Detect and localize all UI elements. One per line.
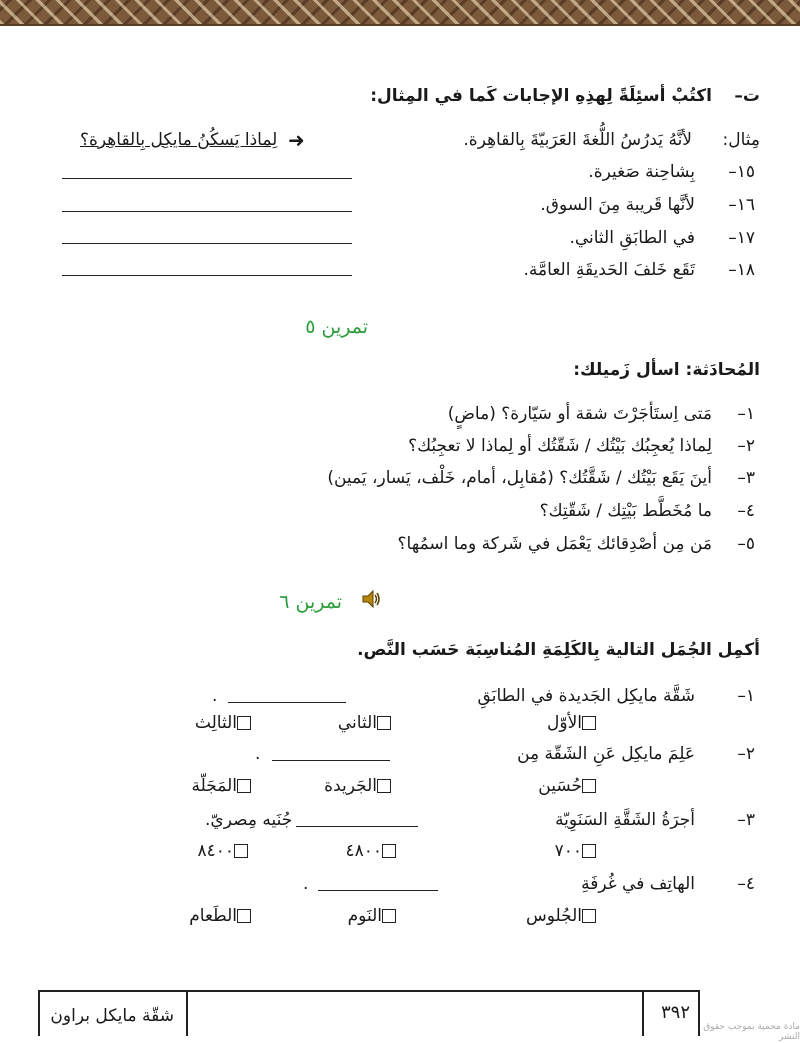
decorative-top-band	[0, 0, 800, 26]
fill-blank-4[interactable]	[318, 890, 438, 891]
fill-text-4: الهاتِف في غُرفَةِ	[581, 874, 695, 894]
item-text-16: لأنَّها قَريبة مِنَ السوق.	[540, 195, 695, 215]
fill-text-2: عَلِمَ مايكِل عَنِ الشَقّة مِن	[517, 744, 695, 764]
example-answer: لأنَّهُ يَدرُسُ اللُّغةَ العَرَبيّةَ بِالقاهِرة.	[463, 130, 692, 150]
item-text-18: تَقَع خَلفَ الحَديقَةِ العامَّة.	[523, 260, 695, 280]
checkbox[interactable]	[237, 779, 251, 793]
exercise6-title: تمرين ٦	[279, 591, 342, 613]
option-4b[interactable]: النَوم	[348, 906, 400, 926]
fill-tail-4: .	[303, 874, 309, 894]
answer-line-18[interactable]	[62, 275, 352, 276]
fill-num-3: ٣–	[737, 810, 755, 830]
option-3b[interactable]: ٤٨٠٠	[345, 841, 400, 861]
fill-text-1: شَقَّة مايكِل الجَديدة في الطابَقِ	[477, 686, 695, 706]
item-text-17: في الطابَقِ الثاني.	[569, 228, 695, 248]
checkbox[interactable]	[582, 716, 596, 730]
fill-num-2: ٢–	[737, 744, 755, 764]
conv-num-1: ١–	[737, 404, 755, 424]
example-question: لِماذا يَسكُنُ مايكِل بِالقاهِرة؟	[80, 130, 278, 150]
checkbox[interactable]	[382, 844, 396, 858]
checkbox[interactable]	[582, 909, 596, 923]
option-4a[interactable]: الجُلوس	[526, 906, 600, 926]
answer-line-16[interactable]	[62, 211, 352, 212]
conv-text-1: مَتى اِستَأجَرْتَ شقة أو سَيّارة؟ (ماضٍ)	[447, 404, 712, 424]
conv-text-4: ما مُخَطَّط بَيْتِك / شَقّتِك؟	[539, 501, 712, 521]
example-label: مِثال:	[722, 130, 760, 150]
checkbox[interactable]	[234, 844, 248, 858]
fill-blank-3[interactable]	[296, 826, 418, 827]
footer-page-tab	[642, 990, 700, 1036]
answer-line-17[interactable]	[62, 243, 352, 244]
fill-tail-1: .	[212, 686, 218, 706]
option-3c[interactable]: ٨٤٠٠	[197, 841, 252, 861]
fill-num-4: ٤–	[737, 874, 755, 894]
fill-tail-2: .	[255, 744, 261, 764]
conv-text-3: أينَ يَقَع بَيْتُك / شَقَّتُك؟ (مُقابِل، أمام، خَلْف، يَسار، يَمين)	[327, 468, 712, 488]
fill-tail-3: جُنَيه مِصريّ.	[205, 810, 293, 830]
item-num-18: ١٨–	[728, 260, 755, 280]
checkbox[interactable]	[382, 909, 396, 923]
option-2c[interactable]: المَجَلّة	[192, 776, 255, 796]
conv-num-5: ٥–	[737, 534, 755, 554]
checkbox[interactable]	[377, 716, 391, 730]
arrow-icon: ➜	[288, 128, 305, 152]
item-num-17: ١٧–	[728, 228, 755, 248]
option-4c[interactable]: الطَعام	[189, 906, 255, 926]
speaker-icon[interactable]	[362, 588, 382, 610]
item-text-15: بِشاحِنة صَغيرة.	[588, 162, 695, 182]
footer-chapter-title: شقّة مايكل براون	[50, 1006, 174, 1026]
exercise-instruction: اكتُبْ أسئِلَةً لِهذِهِ الإجابات كَما في المِثال:	[370, 86, 712, 106]
fill-num-1: ١–	[737, 686, 755, 706]
exercise-letter: ت–	[734, 86, 760, 106]
fill-blank-2[interactable]	[272, 760, 390, 761]
conv-text-2: لِماذا يُعجِبُك بَيْتُك / شَقّتُك أو لِماذا لا تعجِبُك؟	[408, 436, 712, 456]
option-1c[interactable]: الثالِث	[195, 713, 255, 733]
option-3a[interactable]: ٧٠٠	[555, 841, 600, 861]
item-num-15: ١٥–	[728, 162, 755, 182]
option-1b[interactable]: الثاني	[338, 713, 395, 733]
checkbox[interactable]	[582, 844, 596, 858]
footer-chapter-tab	[38, 990, 188, 1036]
option-2b[interactable]: الجَريدة	[324, 776, 395, 796]
exercise5-heading: المُحادَثة: اسأل زَميلك:	[573, 360, 760, 380]
conv-num-4: ٤–	[737, 501, 755, 521]
exercise6-instruction: أكمِل الجُمَل التالية بِالكَلِمَةِ المُناسِبَة حَسَب النَّص.	[357, 640, 760, 660]
item-num-16: ١٦–	[728, 195, 755, 215]
page-number: ٣٩٢	[660, 1002, 690, 1023]
fill-blank-1[interactable]	[228, 702, 346, 703]
conv-num-3: ٣–	[737, 468, 755, 488]
checkbox[interactable]	[237, 716, 251, 730]
answer-line-15[interactable]	[62, 178, 352, 179]
checkbox[interactable]	[582, 779, 596, 793]
fill-text-3: أجرَةُ الشَقَّةِ السَنَوِيّة	[555, 810, 695, 830]
copyright-watermark: مادة محمية بموجب حقوق النشر	[703, 1022, 800, 1042]
conv-num-2: ٢–	[737, 436, 755, 456]
checkbox[interactable]	[237, 909, 251, 923]
checkbox[interactable]	[377, 779, 391, 793]
conv-text-5: مَن مِن أصْدِقائك يَعْمَل في شَركة وما اسمُها؟	[397, 534, 712, 554]
option-2a[interactable]: حُسَين	[538, 776, 600, 796]
exercise5-title: تمرين ٥	[305, 316, 368, 338]
option-1a[interactable]: الأوّل	[547, 713, 600, 733]
